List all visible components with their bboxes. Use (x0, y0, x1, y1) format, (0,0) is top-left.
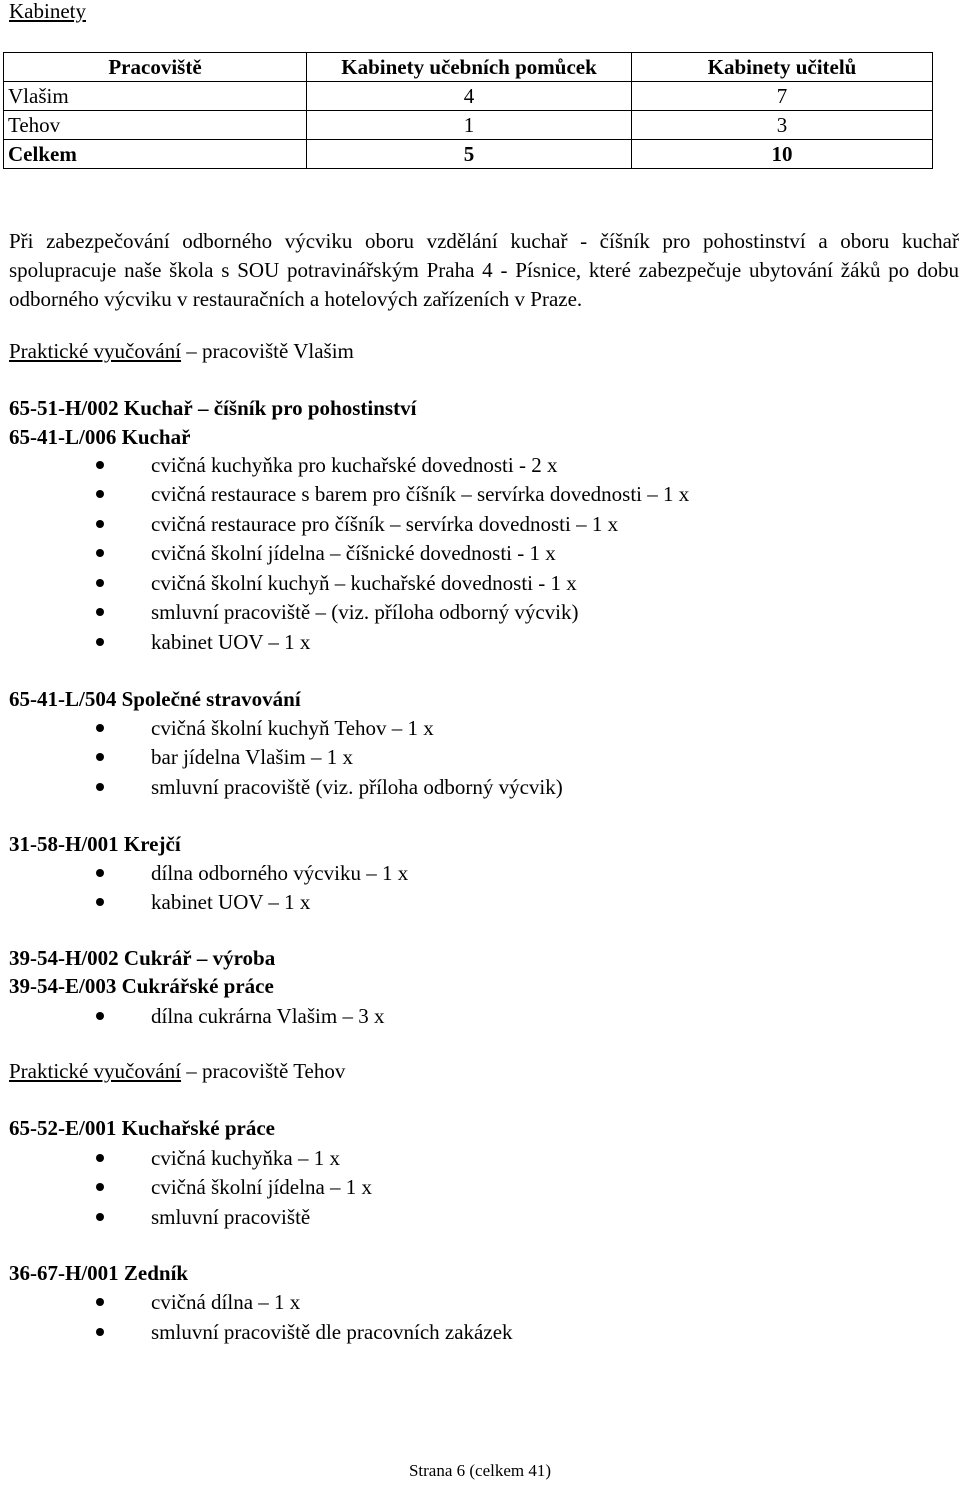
table-row (4, 111, 933, 140)
program-title: 65-52-E/001 Kuchařské práce (9, 1116, 275, 1140)
section-subheading-vlasim (9, 337, 354, 365)
program-title: 36-67-H/001 Zedník (9, 1261, 189, 1285)
program-title: 31-58-H/001 Krejčí (9, 832, 181, 856)
program-title: 65-41-L/504 Společné stravování (9, 687, 301, 711)
bullet-icon (96, 783, 104, 791)
program-title: 39-54-H/002 Cukrář – výroba (9, 946, 276, 970)
list-item: cvičná restaurace pro číšník – servírka dovednosti – 1 x (151, 512, 619, 536)
table-cell: Tehov (4, 111, 307, 140)
program-title: 39-54-E/003 Cukrářské práce (9, 974, 274, 998)
table-cell: 7 (632, 82, 933, 111)
section-subheading-tehov (9, 1057, 345, 1085)
list-item: kabinet UOV – 1 x (151, 890, 311, 914)
bullet-icon (96, 1328, 104, 1336)
bullet-icon (96, 1298, 104, 1306)
table-header-cell: Pracoviště (4, 53, 307, 82)
cabinets-table (3, 52, 933, 169)
table-header-cell: Kabinety učebních pomůcek (307, 53, 632, 82)
table-cell: 5 (307, 140, 632, 169)
table-header-cell: Kabinety učitelů (632, 53, 933, 82)
program-title: 65-41-L/006 Kuchař (9, 425, 191, 449)
bullet-icon (96, 520, 104, 528)
table-cell: 10 (632, 140, 933, 169)
table-cell: Vlašim (4, 82, 307, 111)
list-item: cvičná dílna – 1 x (151, 1290, 301, 1314)
list-item: smluvní pracoviště (151, 1205, 311, 1229)
bullet-icon (96, 724, 104, 732)
bullet-icon (96, 753, 104, 761)
section-heading: Kabinety (9, 0, 86, 23)
bullet-icon (96, 638, 104, 646)
table-cell: 4 (307, 82, 632, 111)
table-header-row (4, 53, 933, 82)
list-item: bar jídelna Vlašim – 1 x (151, 745, 353, 769)
subheading-underlined: Praktické vyučování (9, 1059, 182, 1083)
bullet-icon (96, 1012, 104, 1020)
table-total-row (4, 140, 933, 169)
list-item: cvičná školní kuchyň Tehov – 1 x (151, 716, 434, 740)
page-footer: Strana 6 (celkem 41) (408, 1461, 552, 1480)
list-item: cvičná školní jídelna – číšnické dovednosti - 1 x (151, 541, 556, 565)
bullet-icon (96, 1154, 104, 1162)
list-item: kabinet UOV – 1 x (151, 630, 311, 654)
list-item: dílna cukrárna Vlašim – 3 x (151, 1004, 385, 1028)
table-cell: 3 (632, 111, 933, 140)
intro-paragraph: Při zabezpečování odborného výcviku oboru vzdělání kuchař - číšník pro pohostinství a oboru kuchař spolupracuje naše škola s SOU potravinářským Praha 4 - Písnice, které zabezpečuje ubytování žáků po dobu odborného výcviku v restauračních a hotelových zařízeních v Praze. (9, 229, 959, 311)
subheading-rest: – pracoviště Vlašim (181, 339, 354, 363)
bullet-icon (96, 869, 104, 877)
list-item: smluvní pracoviště (viz. příloha odborný výcvik) (151, 775, 563, 799)
bullet-icon (96, 1183, 104, 1191)
table-cell: Celkem (4, 140, 307, 169)
bullet-icon (96, 490, 104, 498)
list-item: smluvní pracoviště – (viz. příloha odborný výcvik) (151, 600, 579, 624)
table-row (4, 82, 933, 111)
list-item: cvičná školní jídelna – 1 x (151, 1175, 373, 1199)
bullet-icon (96, 549, 104, 557)
list-item: cvičná kuchyňka pro kuchařské dovednosti - 2 x (151, 453, 558, 477)
list-item: cvičná školní kuchyň – kuchařské dovednosti - 1 x (151, 571, 577, 595)
bullet-icon (96, 898, 104, 906)
list-item: cvičná kuchyňka – 1 x (151, 1146, 340, 1170)
bullet-icon (96, 1213, 104, 1221)
subheading-underlined: Praktické vyučování (9, 339, 182, 363)
subheading-rest: – pracoviště Tehov (181, 1059, 346, 1083)
program-title: 65-51-H/002 Kuchař – číšník pro pohostinství (9, 396, 417, 420)
list-item: cvičná restaurace s barem pro číšník – servírka dovednosti – 1 x (151, 482, 690, 506)
bullet-icon (96, 579, 104, 587)
bullet-icon (96, 461, 104, 469)
bullet-icon (96, 608, 104, 616)
list-item: dílna odborného výcviku – 1 x (151, 861, 409, 885)
list-item: smluvní pracoviště dle pracovních zakázek (151, 1320, 513, 1344)
table-cell: 1 (307, 111, 632, 140)
